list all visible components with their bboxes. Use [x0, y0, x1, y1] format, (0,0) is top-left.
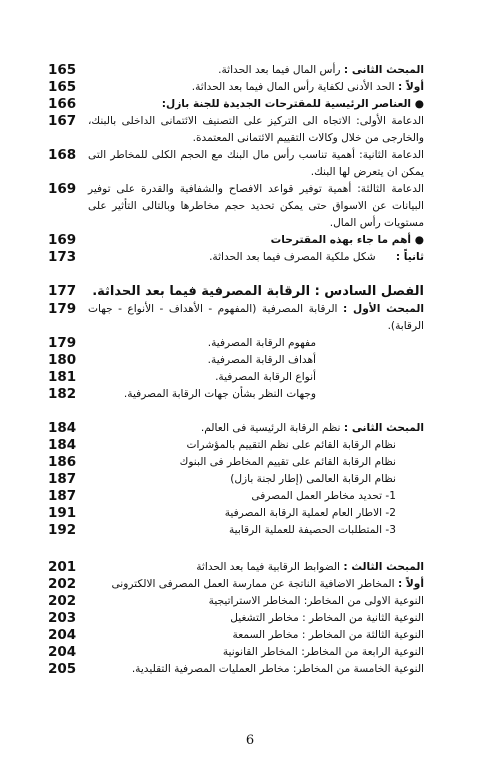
toc-page-number: 202: [48, 576, 77, 592]
toc-entry: [48, 505, 424, 522]
toc-entry-title: رأس المال فيما بعد الحداثة.: [218, 64, 341, 76]
toc-entry: [48, 147, 424, 181]
toc-page-number: 192: [48, 522, 77, 538]
toc-entry-title: 1- تحديد مخاطر العمل المصرفى: [251, 490, 396, 502]
toc-entry: [48, 627, 424, 644]
toc-entry-title: نظم الرقابة الرئيسية فى العالم.: [200, 422, 341, 434]
toc-page-number: 181: [48, 369, 77, 385]
toc-entry: [48, 593, 424, 610]
toc-entry-text: [88, 301, 424, 335]
toc-entry: [48, 454, 424, 471]
toc-entry-title: الحد الأدنى لكفاية رأس المال فيما بعد الحداثة.: [191, 81, 395, 93]
toc-entry: [48, 113, 424, 147]
toc-page-number: 169: [48, 181, 77, 197]
toc-entry-label: أولاً :: [397, 81, 424, 93]
toc-entry-title: نظام الرقابة القائم على تقييم المخاطر فى البنوك: [179, 456, 396, 468]
toc-page-number: 173: [48, 249, 77, 265]
toc-entry-title: نظام الرقابة القائم على نظم التقييم بالمؤشرات: [186, 439, 396, 451]
toc-entry-label: أولاً :: [397, 578, 424, 590]
toc-entry: [48, 437, 424, 454]
toc-page-number: 169: [48, 232, 77, 248]
toc-entry-title: النوعية الرابعة من المخاطر: المخاطر القانونية: [222, 646, 424, 658]
toc-entry: [48, 576, 424, 593]
toc-entry: [48, 522, 424, 539]
toc-entry-title: نظام الرقابة العالمى (إطار لجنة بازل): [230, 473, 396, 485]
toc-entry-title: ● أهم ما جاء بهذه المقترحات: [270, 234, 424, 246]
toc-entry-title: أنواع الرقابة المصرفية.: [215, 371, 316, 383]
toc-entry-title: الضوابط الرقابية فيما بعد الحداثة: [196, 561, 341, 573]
toc-entry-title: شكل ملكية المصرف فيما بعد الحداثة.: [209, 251, 376, 263]
toc-page-number: 182: [48, 386, 77, 402]
toc-page-number: 186: [48, 454, 77, 470]
toc-entry: [48, 386, 424, 403]
toc-entry: [48, 335, 424, 352]
toc-entry-title: أهداف الرقابة المصرفية.: [207, 354, 316, 366]
toc-page-number: 187: [48, 488, 77, 504]
toc-entry: [48, 471, 424, 488]
toc-entry: [48, 62, 424, 79]
toc-entry: [48, 96, 424, 113]
toc-entry-label: المبحث الثانى :: [343, 422, 424, 434]
toc-entry-text: [88, 576, 424, 593]
toc-entry-label: ثانياً :: [395, 251, 424, 263]
toc-entry: [48, 644, 424, 661]
toc-page-number: 204: [48, 644, 77, 660]
toc-entry: [48, 301, 424, 335]
toc-entry-text: [88, 559, 424, 576]
toc-entry-text: [88, 420, 424, 437]
toc-page-number: 179: [48, 301, 77, 317]
toc-page-number: 201: [48, 559, 77, 575]
toc-entry-label: المبحث الثالث :: [343, 561, 424, 573]
toc-page-number: 180: [48, 352, 77, 368]
toc-page-number: 168: [48, 147, 77, 163]
toc-page-number: 177: [48, 283, 77, 299]
toc-entry: [48, 488, 424, 505]
page-number: 6: [245, 733, 255, 748]
toc-entry-text: [88, 79, 424, 96]
toc-entry-title: النوعية الثالثة من المخاطر : مخاطر السمعة: [232, 629, 424, 641]
toc-page-number: 187: [48, 471, 77, 487]
toc-entry: [48, 661, 424, 678]
toc-page-number: 203: [48, 610, 77, 626]
chapter-title: الفصل السادس : الرقابة المصرفية فيما بعد الحداثة.: [92, 284, 424, 299]
toc-entry-label: المبحث الأول :: [343, 303, 425, 315]
toc-entry: [48, 352, 424, 369]
toc-entry-title: وجهات النظر بشأن جهات الرقابة المصرفية.: [123, 388, 316, 400]
toc-entry-text: [88, 62, 424, 79]
toc-entry-label: المبحث الثانى :: [343, 64, 424, 76]
toc-entry-title: النوعية الخامسة من المخاطر: مخاطر العمليات المصرفية التقليدية.: [131, 663, 424, 675]
toc-entry-title: 3- المتطلبات الحصيفة للعملية الرقابية: [228, 524, 396, 536]
toc-entry-title: الرقابة المصرفية (المفهوم - الأهداف - الأنواع - جهات الرقابة).: [88, 303, 424, 332]
toc-page-number: 191: [48, 505, 77, 521]
toc-entry-title: الدعامة الثانية: أهمية تناسب رأس مال البنك مع الحجم الكلى للمخاطر التى يمكن ان يتعرض لها البنك.: [88, 149, 424, 178]
toc-entry-title: النوعية الثانية من المخاطر : مخاطر التشغيل: [230, 612, 424, 624]
toc-page-number: 166: [48, 96, 77, 112]
toc-page-number: 202: [48, 593, 77, 609]
toc-entry: [48, 420, 424, 437]
toc-entry-title: ● العناصر الرئيسية للمقترحات الجديدة للجنة بازل:: [161, 98, 424, 110]
toc-entry: [48, 232, 424, 249]
toc-entry: [48, 369, 424, 386]
toc-page-number: 167: [48, 113, 77, 129]
toc-entry-title: الدعامة الأولى: الاتجاه الى التركيز على التصنيف الائتمانى الداخلى بالبنك، والخارجى من خلال وكالات التقييم الائتمانى المعتمدة.: [88, 115, 424, 144]
toc-entry-title: الدعامة الثالثة: أهمية توفير قواعد الافصاح والشفافية والقدرة على توفير البيانات عن الاسواق حتى يمكن تحديد حجم مخاطرها وبالتالى التأثير على مستويات رأس المال.: [88, 183, 424, 229]
toc-entry: [48, 610, 424, 627]
table-of-contents: [48, 62, 424, 678]
toc-page-number: 184: [48, 420, 77, 436]
toc-entry-title: 2- الاطار العام لعملية الرقابة المصرفية: [224, 507, 396, 519]
toc-entry: [48, 79, 424, 96]
toc-entry-title: مفهوم الرقابة المصرفية.: [207, 337, 316, 349]
toc-entry-title: المخاطر الاضافية الناتجة عن ممارسة العمل المصرفى الالكترونى: [111, 578, 395, 590]
toc-page-number: 205: [48, 661, 77, 677]
toc-page-number: 179: [48, 335, 77, 351]
toc-page-number: 184: [48, 437, 77, 453]
toc-page-number: 165: [48, 79, 77, 95]
toc-entry: [48, 559, 424, 576]
toc-entry: [48, 181, 424, 232]
toc-entry-text: [88, 249, 424, 266]
toc-entry: [48, 249, 424, 266]
toc-page-number: 165: [48, 62, 77, 78]
toc-page-number: 204: [48, 627, 77, 643]
toc-entry-title: النوعية الاولى من المخاطر: المخاطر الاستراتيجية: [208, 595, 424, 607]
toc-chapter-entry: [48, 283, 424, 301]
